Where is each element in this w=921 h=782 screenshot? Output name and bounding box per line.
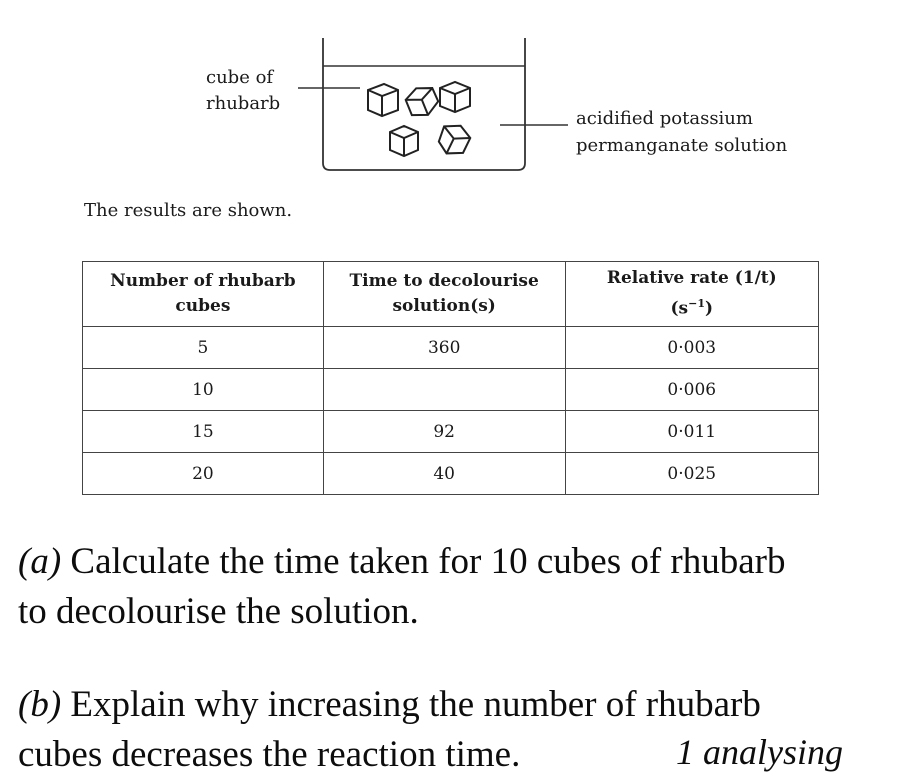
header-time-line2: solution(s)	[392, 296, 496, 316]
question-a-part-label: (a)	[18, 541, 62, 582]
solution-label-line1: acidified potassium	[576, 108, 753, 129]
header-rate-unit-close: )	[704, 298, 714, 319]
table-row	[83, 453, 819, 495]
header-time-to-decolourise	[323, 262, 565, 327]
results-intro-text: The results are shown.	[84, 200, 293, 221]
beaker-diagram	[0, 0, 921, 190]
header-rate-line1: Relative rate (1/t)	[606, 268, 777, 289]
cell-cubes: 20	[83, 453, 324, 495]
header-rate-unit-base: (s	[670, 298, 689, 319]
rhubarb-cubes	[368, 82, 472, 158]
question-a-text-line1: Calculate the time taken for 10 cubes of rhubarb	[70, 541, 786, 582]
cell-cubes: 5	[83, 327, 324, 369]
question-b-line2: cubes decreases the reaction time.	[18, 734, 521, 775]
header-rate-unit-exponent: −1	[688, 297, 705, 311]
cell-rate: 0·003	[565, 327, 818, 369]
cell-rate: 0·006	[565, 369, 818, 411]
cell-rate: 0·025	[565, 453, 818, 495]
results-table	[82, 261, 819, 495]
cell-rate: 0·011	[565, 411, 818, 453]
question-b-marks: 1 analysing	[676, 732, 843, 772]
beaker-illustration	[0, 0, 921, 190]
question-a-line2: to decolourise the solution.	[18, 591, 419, 632]
question-b-text-line1: Explain why increasing the number of rhubarb	[70, 684, 761, 725]
rhubarb-cube	[404, 86, 440, 118]
rhubarb-cube	[368, 84, 398, 116]
question-b-line1	[18, 683, 761, 727]
header-relative-rate	[565, 262, 818, 327]
cell-time: 92	[323, 411, 565, 453]
header-number-of-cubes-line2: cubes	[175, 296, 231, 316]
header-number-of-cubes-line1: Number of rhubarb	[110, 271, 296, 291]
cell-cubes: 10	[83, 369, 324, 411]
cell-time	[323, 369, 565, 411]
rhubarb-cube	[440, 82, 470, 112]
header-time-line1: Time to decolourise	[349, 271, 539, 291]
table-row	[83, 327, 819, 369]
question-a-line1	[18, 540, 785, 584]
header-rate-unit	[572, 291, 812, 322]
header-number-of-cubes	[83, 262, 324, 327]
rhubarb-cube	[390, 126, 418, 156]
cell-time: 360	[323, 327, 565, 369]
cell-cubes: 15	[83, 411, 324, 453]
cube-label-line1: cube of	[206, 67, 274, 88]
table-row	[83, 411, 819, 453]
rhubarb-cube	[437, 122, 473, 158]
question-b-part-label: (b)	[18, 684, 62, 725]
table-header-row	[83, 262, 819, 327]
table-row	[83, 369, 819, 411]
cube-label-line2: rhubarb	[206, 93, 281, 114]
cell-time: 40	[323, 453, 565, 495]
solution-label-line2: permanganate solution	[576, 135, 788, 156]
